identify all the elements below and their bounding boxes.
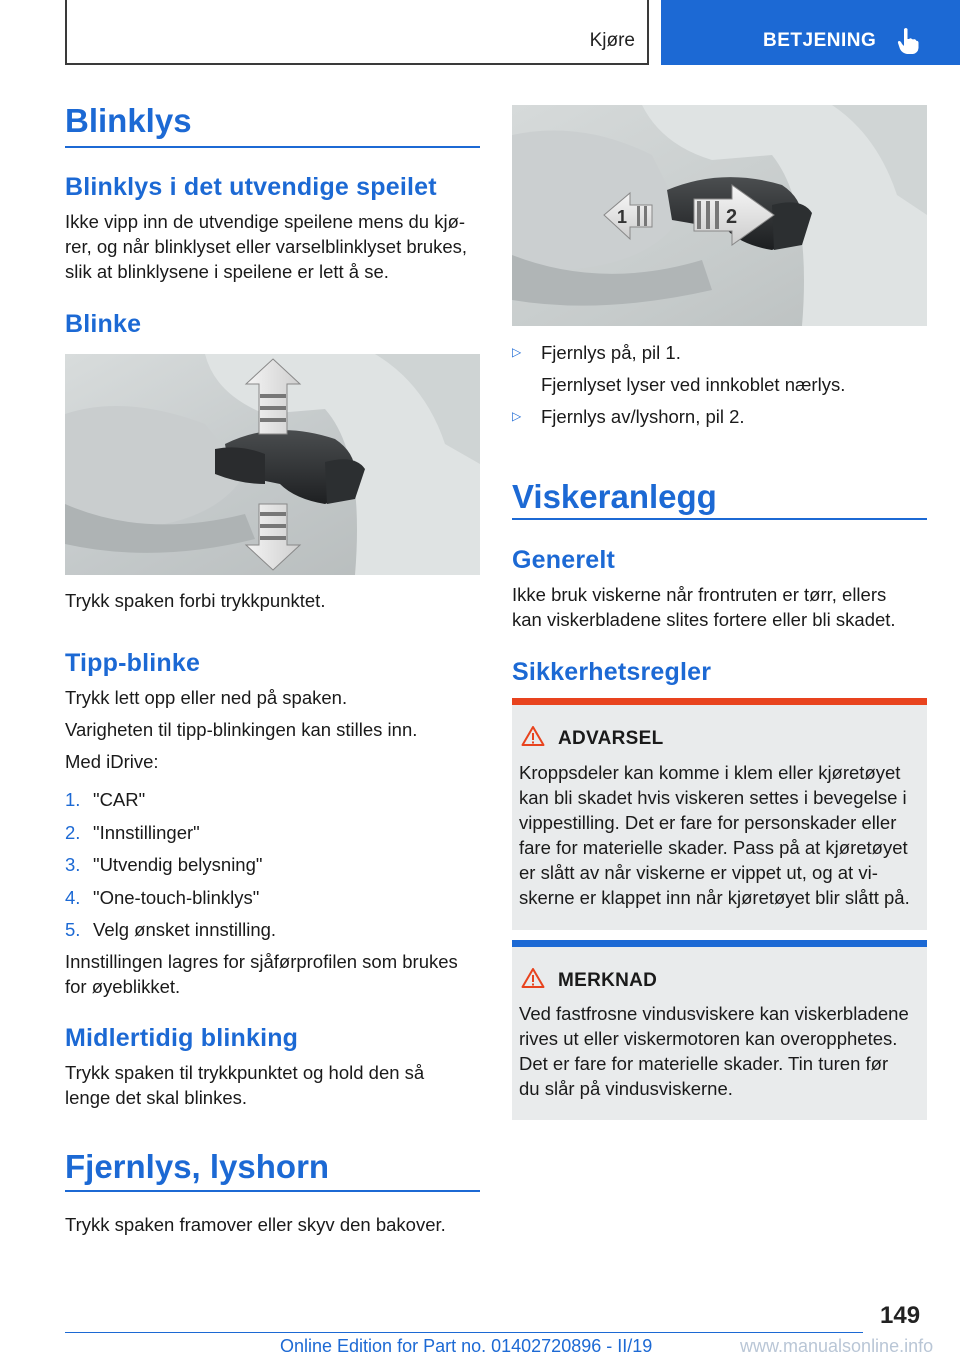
footer-rule [65,1332,863,1333]
header-chapter-label: BETJENING [763,30,877,51]
paragraph-fjernlys: Trykk spaken framover eller skyv den bakover. [65,1214,446,1235]
paragraph-lagres: Innstillingen lagres for sjåførprofilen som brukes for øyeblikket. [65,951,458,997]
notice-box [512,940,927,1120]
stalk-up-down-image [65,354,480,575]
paragraph-midlertidig: Trykk spaken til trykkpunktet og hold den så lenge det skal blinkes. [65,1062,425,1108]
heading-tipp: Tipp-blinke [65,649,201,677]
arrow-1-label: 1 [617,207,628,227]
warning-box [512,698,927,930]
heading-blinklys: Blinklys [65,102,192,139]
hand-pointer-icon [897,27,919,55]
paragraph-generelt: Ikke bruk viskerne når frontruten er tørr, ellers kan viskerbladene slites fortere eller bli skadet. [512,584,896,630]
paragraph-blinke: Trykk spaken forbi trykkpunktet. [65,590,326,611]
heading-blinke: Blinke [65,310,142,338]
paragraph-tipp-2: Varigheten til tipp-blinkingen kan stilles inn. [65,719,418,740]
header-section-tab [65,0,649,65]
bullet-fjernlys-pa-sub: Fjernlyset lyser ved innkoblet nærlys. [541,374,846,395]
warning-text: Kroppsdeler kan komme i klem eller kjøretøyet kan bli skadet hvis viskeren settes i bevegelse i vippestilling. Det er fare for personskader eller fare for materielle skader. Pass på at kjøretøyet er slått av når viskerne er vippet ut, og at vi- skerne er klappet inn når kjøretøyet blir slått på. [519,762,910,908]
footer-watermark: www.manualsonline.info [740,1336,934,1356]
warning-bar [512,698,927,705]
warning-triangle-icon [521,725,545,747]
heading-generelt: Generelt [512,546,616,574]
paragraph-tipp-1: Trykk lett opp eller ned på spaken. [65,687,348,708]
paragraph-speilet: Ikke vipp inn de utvendige speilene mens du kjø- rer, og når blinklyset eller varselblinklyset brukes, slik at blinklysene i speilene er lett å se. [65,211,468,282]
heading-sikkerhetsregler: Sikkerhetsregler [512,658,712,686]
stalk-forward-back-image [512,105,927,326]
notice-bar [512,940,927,947]
heading-speilet: Blinklys i det utvendige speilet [65,173,437,201]
heading-rule [65,146,480,148]
paragraph-tipp-3: Med iDrive: [65,751,159,772]
heading-midlertidig: Midlertidig blinking [65,1024,299,1052]
arrow-2-label: 2 [726,206,738,228]
heading-rule [512,518,927,520]
bullet-fjernlys-av: Fjernlys av/lyshorn, pil 2. [541,406,745,427]
notice-text: Ved fastfrosne vindusviskere kan viskerbladene rives ut eller viskermotoren kan overopphetes. Det er fare for materielle skader. Tin turen før du slår på vindusviskerne. [519,1003,909,1099]
heading-viskeranlegg: Viskeranlegg [512,478,717,515]
header-chapter-tab [661,0,960,65]
bullet-fjernlys-pa: Fjernlys på, pil 1. [541,342,681,363]
bullet-triangle-icon: ▷ [512,409,522,423]
heading-rule [65,1190,480,1192]
bullet-triangle-icon: ▷ [512,345,522,359]
page-number: 149 [880,1302,921,1329]
footer-edition: Online Edition for Part no. 01402720896 - II/19 [280,1336,653,1356]
header-section-label: Kjøre [589,30,635,51]
warning-title: ADVARSEL [558,728,664,749]
notice-title: MERKNAD [558,970,658,991]
heading-fjernlys: Fjernlys, lyshorn [65,1148,330,1185]
notice-triangle-icon [521,967,545,989]
